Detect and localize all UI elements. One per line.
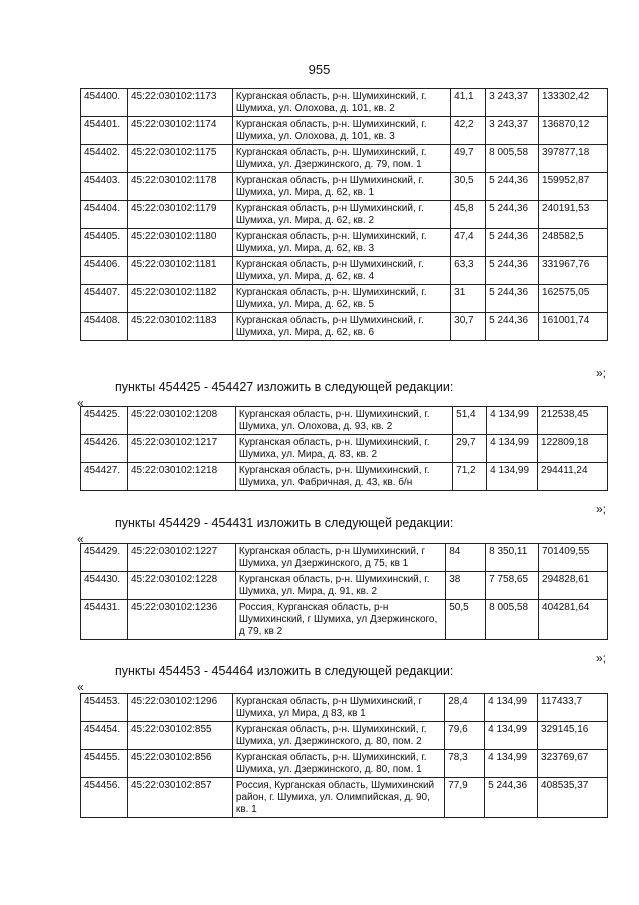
- address-cell: Курганская область, р-н. Шумихинский, г. Шумиха, ул. Мира, д. 91, кв. 2: [235, 572, 445, 600]
- item-number-cell: 454404.: [81, 201, 128, 229]
- cadastral-value-cell: 240191,53: [539, 201, 608, 229]
- table-row: [81, 435, 608, 463]
- item-number-cell: 454405.: [81, 229, 128, 257]
- address-cell: Курганская область, р-н. Шумихинский, г. Шумиха, ул. Дзержинского, д. 80, пом. 2: [232, 722, 444, 750]
- unit-value-cell: 4 134,99: [487, 435, 538, 463]
- address-cell: Россия, Курганская область, р-н Шумихинский, г Шумиха, ул Дзержинского, д 79, кв 2: [235, 600, 445, 640]
- area-cell: 78,3: [445, 750, 485, 778]
- area-cell: 51,4: [453, 407, 487, 435]
- registry-table-3: [80, 543, 608, 640]
- item-number-cell: 454430.: [81, 572, 128, 600]
- cadastral-number-cell: 45:22:030102:1182: [127, 285, 232, 313]
- unit-value-cell: 5 244,36: [485, 778, 538, 818]
- address-cell: Курганская область, р-н. Шумихинский, г. Шумиха, ул. Фабричная, д. 43, кв. б/н: [235, 463, 452, 491]
- unit-value-cell: 5 244,36: [486, 173, 539, 201]
- item-number-cell: 454429.: [81, 544, 128, 572]
- opening-quote: «: [77, 532, 84, 546]
- unit-value-cell: 7 758,65: [486, 572, 539, 600]
- address-cell: Курганская область, р-н Шумихинский, г Шумиха, ул Мира, д 83, кв 1: [232, 694, 444, 722]
- unit-value-cell: 8 350,11: [486, 544, 539, 572]
- address-cell: Курганская область, р-н Шумихинский, г. Шумиха, ул. Мира, д. 62, кв. 1: [232, 173, 450, 201]
- opening-quote: «: [77, 680, 84, 694]
- table-row: [81, 722, 608, 750]
- cadastral-number-cell: 45:22:030102:1228: [127, 572, 235, 600]
- table-row: [81, 572, 608, 600]
- item-number-cell: 454406.: [81, 257, 128, 285]
- cadastral-number-cell: 45:22:030102:1179: [127, 201, 232, 229]
- page-number: 955: [308, 62, 331, 77]
- cadastral-value-cell: 159952,87: [539, 173, 608, 201]
- unit-value-cell: 8 005,58: [486, 145, 539, 173]
- item-number-cell: 454431.: [81, 600, 128, 640]
- table-row: [81, 145, 608, 173]
- unit-value-cell: 3 243,37: [486, 117, 539, 145]
- address-cell: Курганская область, р-н. Шумихинский, г. Шумиха, ул. Мира, д. 62, кв. 5: [232, 285, 450, 313]
- area-cell: 38: [446, 572, 486, 600]
- cadastral-number-cell: 45:22:030102:1218: [127, 463, 235, 491]
- item-number-cell: 454454.: [81, 722, 128, 750]
- cadastral-number-cell: 45:22:030102:1180: [127, 229, 232, 257]
- area-cell: 77,9: [445, 778, 485, 818]
- address-cell: Курганская область, р-н Шумихинский, г Шумиха, ул Дзержинского, д 75, кв 1: [235, 544, 445, 572]
- cadastral-value-cell: 161001,74: [539, 313, 608, 341]
- cadastral-number-cell: 45:22:030102:856: [127, 750, 232, 778]
- table-row: [81, 117, 608, 145]
- item-number-cell: 454403.: [81, 173, 128, 201]
- item-number-cell: 454455.: [81, 750, 128, 778]
- table-row: [81, 463, 608, 491]
- table-row: [81, 750, 608, 778]
- address-cell: Курганская область, р-н. Шумихинский, г. Шумиха, ул. Олохова, д. 101, кв. 2: [232, 89, 450, 117]
- area-cell: 45,8: [451, 201, 486, 229]
- cadastral-value-cell: 404281,64: [539, 600, 608, 640]
- cadastral-number-cell: 45:22:030102:1175: [127, 145, 232, 173]
- area-cell: 29,7: [453, 435, 487, 463]
- area-cell: 42,2: [451, 117, 486, 145]
- cadastral-number-cell: 45:22:030102:1227: [127, 544, 235, 572]
- unit-value-cell: 4 134,99: [487, 407, 538, 435]
- cadastral-number-cell: 45:22:030102:1296: [127, 694, 232, 722]
- cadastral-number-cell: 45:22:030102:1174: [127, 117, 232, 145]
- closing-quote: »;: [596, 366, 607, 380]
- area-cell: 71,2: [453, 463, 487, 491]
- table-row: [81, 407, 608, 435]
- item-number-cell: 454408.: [81, 313, 128, 341]
- cadastral-value-cell: 331967,76: [539, 257, 608, 285]
- item-number-cell: 454456.: [81, 778, 128, 818]
- cadastral-value-cell: 329145,16: [538, 722, 608, 750]
- table-row: [81, 600, 608, 640]
- address-cell: Курганская область, р-н Шумихинский, г. Шумиха, ул. Мира, д. 62, кв. 2: [232, 201, 450, 229]
- unit-value-cell: 4 134,99: [487, 463, 538, 491]
- table-row: [81, 257, 608, 285]
- address-cell: Курганская область, р-н Шумихинский, г. Шумиха, ул. Мира, д. 62, кв. 4: [232, 257, 450, 285]
- unit-value-cell: 4 134,99: [485, 750, 538, 778]
- area-cell: 41,1: [451, 89, 486, 117]
- cadastral-number-cell: 45:22:030102:1181: [127, 257, 232, 285]
- amendment-instruction: пункты 454425 - 454427 изложить в следующей редакции:: [115, 380, 454, 394]
- area-cell: 84: [446, 544, 486, 572]
- unit-value-cell: 5 244,36: [486, 229, 539, 257]
- cadastral-value-cell: 397877,18: [539, 145, 608, 173]
- amendment-instruction: пункты 454453 - 454464 изложить в следующей редакции:: [115, 664, 454, 678]
- cadastral-value-cell: 248582,5: [539, 229, 608, 257]
- cadastral-value-cell: 294411,24: [538, 463, 608, 491]
- item-number-cell: 454402.: [81, 145, 128, 173]
- address-cell: Курганская область, р-н. Шумихинский, г. Шумиха, ул. Мира, д. 62, кв. 3: [232, 229, 450, 257]
- cadastral-number-cell: 45:22:030102:1183: [127, 313, 232, 341]
- address-cell: Курганская область, р-н. Шумихинский, г. Шумиха, ул. Мира, д. 83, кв. 2: [235, 435, 452, 463]
- unit-value-cell: 5 244,36: [486, 285, 539, 313]
- area-cell: 50,5: [446, 600, 486, 640]
- unit-value-cell: 8 005,58: [486, 600, 539, 640]
- item-number-cell: 454407.: [81, 285, 128, 313]
- item-number-cell: 454400.: [81, 89, 128, 117]
- unit-value-cell: 3 243,37: [486, 89, 539, 117]
- cadastral-value-cell: 408535,37: [538, 778, 608, 818]
- area-cell: 31: [451, 285, 486, 313]
- cadastral-value-cell: 117433,7: [538, 694, 608, 722]
- cadastral-number-cell: 45:22:030102:1217: [127, 435, 235, 463]
- closing-quote: »;: [596, 651, 607, 665]
- registry-table-2: [80, 406, 608, 491]
- registry-table-1: [80, 88, 608, 341]
- table-row: [81, 173, 608, 201]
- area-cell: 30,5: [451, 173, 486, 201]
- table-row: [81, 89, 608, 117]
- cadastral-number-cell: 45:22:030102:1178: [127, 173, 232, 201]
- area-cell: 63,3: [451, 257, 486, 285]
- table-row: [81, 229, 608, 257]
- cadastral-number-cell: 45:22:030102:1173: [127, 89, 232, 117]
- table-row: [81, 285, 608, 313]
- cadastral-value-cell: 133302,42: [539, 89, 608, 117]
- cadastral-value-cell: 294828,61: [539, 572, 608, 600]
- registry-table-4: [80, 693, 608, 818]
- cadastral-value-cell: 162575,05: [539, 285, 608, 313]
- cadastral-number-cell: 45:22:030102:857: [127, 778, 232, 818]
- area-cell: 28,4: [445, 694, 485, 722]
- area-cell: 30,7: [451, 313, 486, 341]
- table-row: [81, 694, 608, 722]
- item-number-cell: 454426.: [81, 435, 128, 463]
- opening-quote: «: [77, 396, 84, 410]
- table-row: [81, 544, 608, 572]
- area-cell: 79,6: [445, 722, 485, 750]
- item-number-cell: 454425.: [81, 407, 128, 435]
- item-number-cell: 454453.: [81, 694, 128, 722]
- area-cell: 47,4: [451, 229, 486, 257]
- address-cell: Курганская область, р-н. Шумихинский, г. Шумиха, ул. Дзержинского, д. 79, пом. 1: [232, 145, 450, 173]
- address-cell: Курганская область, р-н. Шумихинский, г. Шумиха, ул. Олохова, д. 93, кв. 2: [235, 407, 452, 435]
- unit-value-cell: 5 244,36: [486, 313, 539, 341]
- unit-value-cell: 4 134,99: [485, 694, 538, 722]
- address-cell: Курганская область, р-н. Шумихинский, г. Шумиха, ул. Олохова, д. 101, кв. 3: [232, 117, 450, 145]
- item-number-cell: 454427.: [81, 463, 128, 491]
- cadastral-number-cell: 45:22:030102:1236: [127, 600, 235, 640]
- cadastral-value-cell: 701409,55: [539, 544, 608, 572]
- address-cell: Курганская область, р-н. Шумихинский, г. Шумиха, ул. Дзержинского, д. 80, пом. 1: [232, 750, 444, 778]
- cadastral-value-cell: 212538,45: [538, 407, 608, 435]
- cadastral-value-cell: 122809,18: [538, 435, 608, 463]
- cadastral-value-cell: 323769,67: [538, 750, 608, 778]
- address-cell: Курганская область, р-н Шумихинский, г. Шумиха, ул. Мира, д. 62, кв. 6: [232, 313, 450, 341]
- table-row: [81, 778, 608, 818]
- cadastral-number-cell: 45:22:030102:855: [127, 722, 232, 750]
- table-row: [81, 201, 608, 229]
- unit-value-cell: 4 134,99: [485, 722, 538, 750]
- unit-value-cell: 5 244,36: [486, 257, 539, 285]
- address-cell: Россия, Курганская область, Шумихинский район, г. Шумиха, ул. Олимпийская, д. 90, кв. 1: [232, 778, 444, 818]
- cadastral-number-cell: 45:22:030102:1208: [127, 407, 235, 435]
- item-number-cell: 454401.: [81, 117, 128, 145]
- area-cell: 49,7: [451, 145, 486, 173]
- closing-quote: »;: [596, 502, 607, 516]
- table-row: [81, 313, 608, 341]
- unit-value-cell: 5 244,36: [486, 201, 539, 229]
- cadastral-value-cell: 136870,12: [539, 117, 608, 145]
- amendment-instruction: пункты 454429 - 454431 изложить в следующей редакции:: [115, 516, 454, 530]
